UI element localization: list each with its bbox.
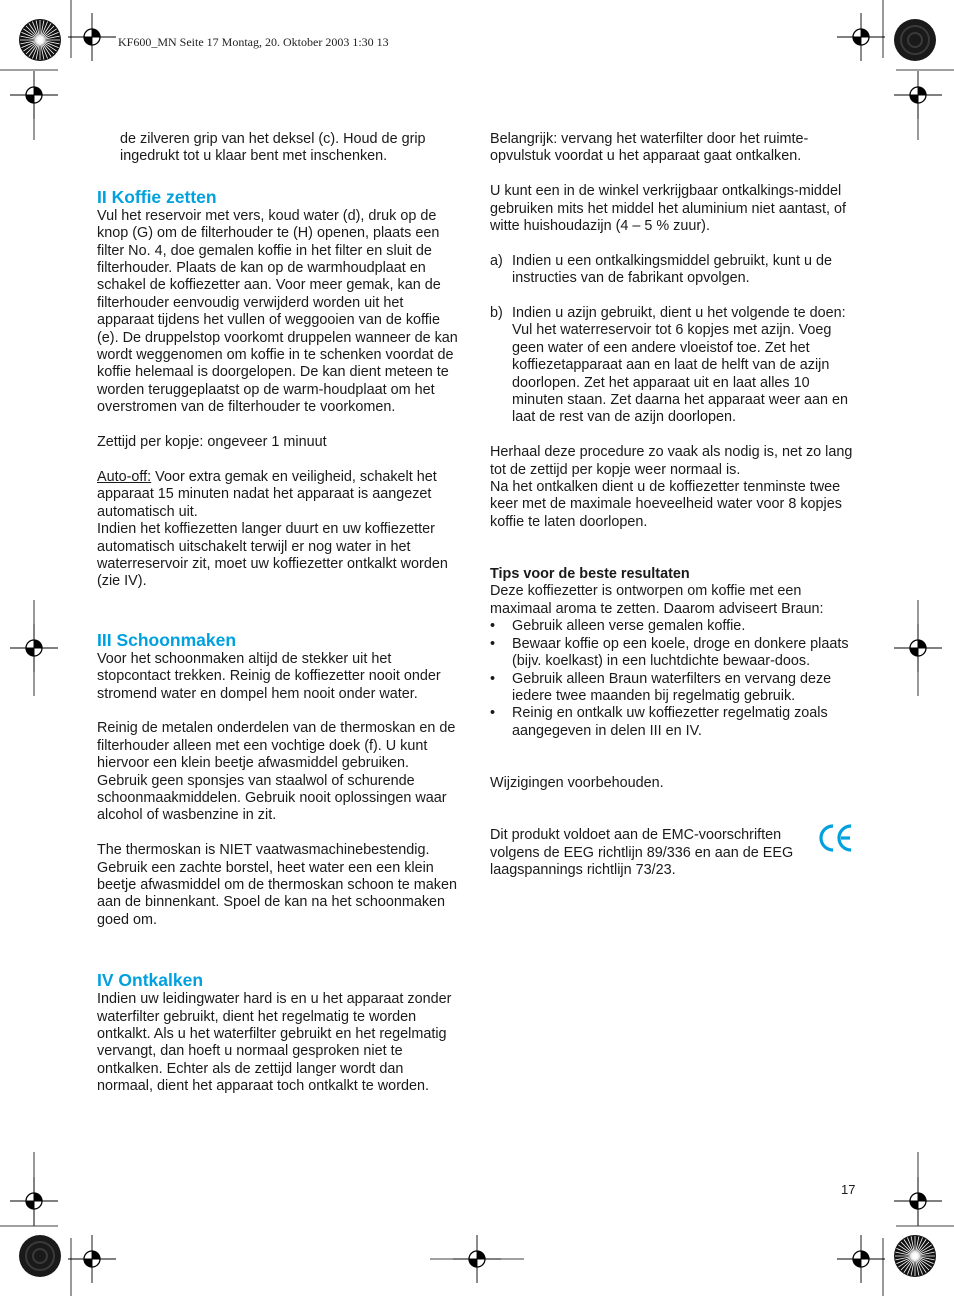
paragraph: The thermoskan is NIET vaatwasmachinebestendig. Gebruik een zachte borstel, heet water een een klein beetje afwasmiddel om de thermoskan schoon te maken aan de binnenkant. Spoel de kan na het schoonmaken goed om. [97,842,457,928]
paragraph: Voor het schoonmaken altijd de stekker uit het stopcontact trekken. Reinig de koffiezetter nooit onder stromend water en dompel hem nooit onder water. [97,650,441,702]
paragraph: Indien uw leidingwater hard is en u het apparaat zonder waterfilter gebruikt, dient het regelmatig te worden ontkalkt. Als u het waterfilter gebruikt en het regelmatig vervangt, dan hoeft u normaal gesproken niet te ontkalken. Echter als de zettijd langer wordt dan normaal, dient het apparaat toch ontkalkt te worden. [97,991,452,1095]
item-marker: a) [490,252,503,269]
paragraph: Reinig de metalen onderdelen van de thermoskan en de filterhouder alleen met een vochtige doek (f). U kunt hiervoor een klein beetje afwasmiddel gebruiken. Gebruik geen sponsjes van staalwol of schurende schoonmaakmiddelen. Gebruik nooit oplossingen waar alcohol of wasbenzine in zit. [97,720,456,824]
emc-text: Dit produkt voldoet aan de EMC-voorschriften volgens de EEG richtlijn 89/336 en aan de EEG laagspannings richtlijn 73/23. [490,827,794,878]
auto-off-text: Voor extra gemak en veiligheid, schakelt het apparaat 15 minuten nadat het apparaat is aangezet automatisch uit. [97,468,437,520]
auto-off-paragraph [97,469,463,521]
tip-text: Gebruik alleen verse gemalen koffie. [512,618,746,635]
bullet: • [490,618,496,635]
tips-intro: Deze koffiezetter is ontworpen om koffie met een maximaal aroma te zetten. Daarom adviseert Braun: [490,583,824,617]
paragraph: Belangrijk: vervang het waterfilter door het ruimte-opvulstuk voordat u het apparaat gaat ontkalken. [490,131,809,165]
item-text: Indien u een ontkalkingsmiddel gebruikt, kunt u de instructies van de fabrikant opvolgen. [512,252,833,287]
paragraph: Zettijd per kopje: ongeveer 1 minuut [97,434,327,451]
list-item [490,636,854,671]
bullet: • [490,670,496,687]
section-title-ontkalken: IV Ontkalken [97,970,204,991]
ce-mark-icon [818,822,854,854]
list-item-a [490,253,854,288]
list-item [490,705,854,740]
section-title-schoonmaken: III Schoonmaken [97,629,237,650]
paragraph: U kunt een in de winkel verkrijgbaar ontkalkings-middel gebruiken mits het middel het aluminium niet aantast, of witte huishoudazijn (4 – 5 % zuur). [490,183,846,235]
page-number: 17 [841,1182,856,1197]
print-slug: KF600_MN Seite 17 Montag, 20. Oktober 2003 1:30 13 [118,35,389,49]
right-column [490,131,854,879]
tip-text: Reinig en ontkalk uw koffiezetter regelmatig zoals aangegeven in delen III en IV. [512,705,828,739]
tip-text: Gebruik alleen Braun waterfilters en vervang deze iedere twee maanden bij regelmatig gebruik. [512,670,832,704]
bullet: • [490,635,496,652]
bullet: • [490,705,496,722]
tip-text: Bewaar koffie op een koele, droge en donkere plaats (bijv. koelkast) in een luchtdichte bewaar-doos. [512,635,849,670]
intro-continuation: de zilveren grip van het deksel (c). Houd de grip ingedrukt tot u klaar bent met inschenken. [120,131,426,165]
left-column [97,131,463,1096]
item-text: Indien u azijn gebruikt, dient u het volgende te doen: Vul het waterreservoir tot 6 kopjes met azijn. Voeg geen water of een andere vloeistof toe. Zet het koffiezetapparaat aan en laat de helft van de azijn doorlopen. Zet het apparaat uit en laat alles 10 minuten staan. Zet daarna het apparaat weer aan en laat de rest van de azijn doorlopen. [512,305,849,426]
tips-title: Tips voor de beste resultaten [490,566,690,583]
paragraph: Herhaal deze procedure zo vaak als nodig is, net zo lang tot de zettijd per kopje weer normaal is. [490,444,853,478]
emc-statement [490,827,854,879]
paragraph: Na het ontkalken dient u de koffiezetter tenminste twee keer met de maximale hoeveelheid water voor 8 kopjes koffie te laten doorlopen. [490,479,842,530]
section-title-koffie-zetten: II Koffie zetten [97,186,217,207]
list-item [490,671,854,706]
paragraph: Vul het reservoir met vers, koud water (d), druk op de knop (G) om de filterhouder te (H) openen, plaats een filter No. 4, doe gemalen koffie in het filter en sluit de filterhouder. Plaats de kan op de warmhoudplaat en schakel de koffiezetter aan. Voor meer gemak, kan de filterhouder eenvoudig verwijderd worden uit het apparaat tijdens het vullen of weggooien van de koffie (e). De druppelstop voorkomt druppelen wanneer de kan wordt weggenomen om koffie in te schenken voordat de koffie helemaal is doorgelopen. De kan dient meteen te worden teruggeplaatst op de warm-houdplaat om het overstromen van de filterhouder te voorkomen. [97,207,458,416]
auto-off-label: Auto-off: [97,468,152,485]
item-marker: b) [490,305,503,322]
tips-list [490,618,854,740]
list-item-b [490,305,854,427]
list-item [490,618,854,635]
changes-notice: Wijzigingen voorbehouden. [490,774,664,791]
paragraph: Indien het koffiezetten langer duurt en uw koffiezetter automatisch uitschakelt terwijl er nog water in het waterreservoir zit, moet uw koffiezetter ontkalkt worden (zie IV). [97,521,448,590]
